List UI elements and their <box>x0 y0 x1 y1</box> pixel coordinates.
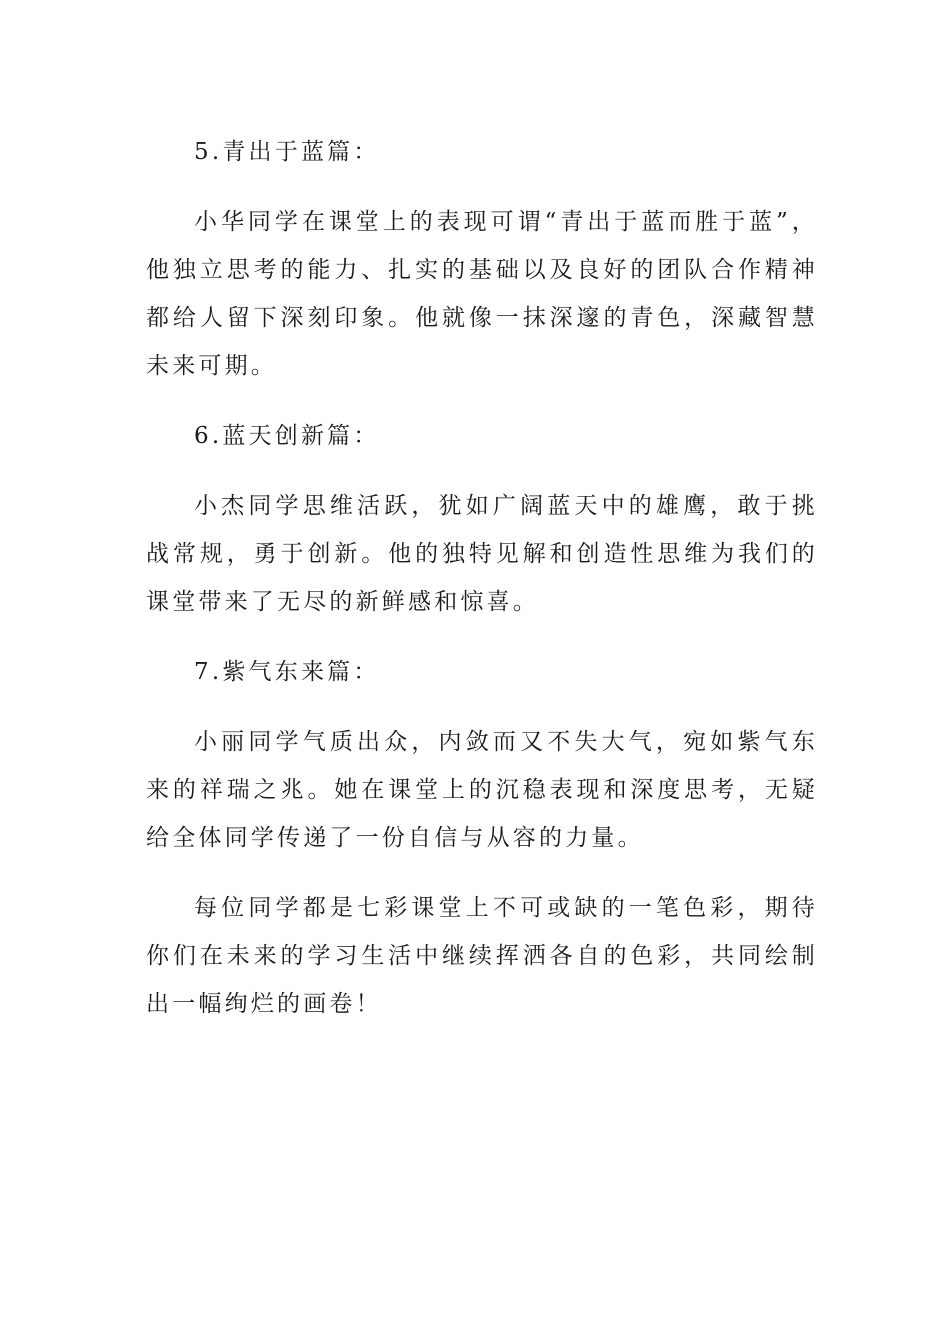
section-heading-5: 5.青出于蓝篇： <box>194 139 380 165</box>
section-heading-7: 7.紫气东来篇： <box>194 659 380 685</box>
section-body-6: 小杰同学思维活跃，犹如广阔蓝天中的雄鹰，敢于挑战常规，勇于创新。他的独特见解和创造性思维为我们的课堂带来了无尽的新鲜感和惊喜。 <box>146 493 818 615</box>
document-content <box>146 128 818 1050</box>
section-heading-6: 6.蓝天创新篇： <box>194 423 380 449</box>
section-body-7: 小丽同学气质出众，内敛而又不失大气，宛如紫气东来的祥瑞之兆。她在课堂上的沉稳表现和深度思考，无疑给全体同学传递了一份自信与从容的力量。 <box>146 729 818 851</box>
section-body-5: 小华同学在课堂上的表现可谓“青出于蓝而胜于蓝”，他独立思考的能力、扎实的基础以及良好的团队合作精神都给人留下深刻印象。他就像一抹深邃的青色，深藏智慧未来可期。 <box>146 209 818 379</box>
closing-paragraph: 每位同学都是七彩课堂上不可或缺的一笔色彩，期待你们在未来的学习生活中继续挥洒各自的色彩，共同绘制出一幅绚烂的画卷！ <box>146 895 818 1017</box>
